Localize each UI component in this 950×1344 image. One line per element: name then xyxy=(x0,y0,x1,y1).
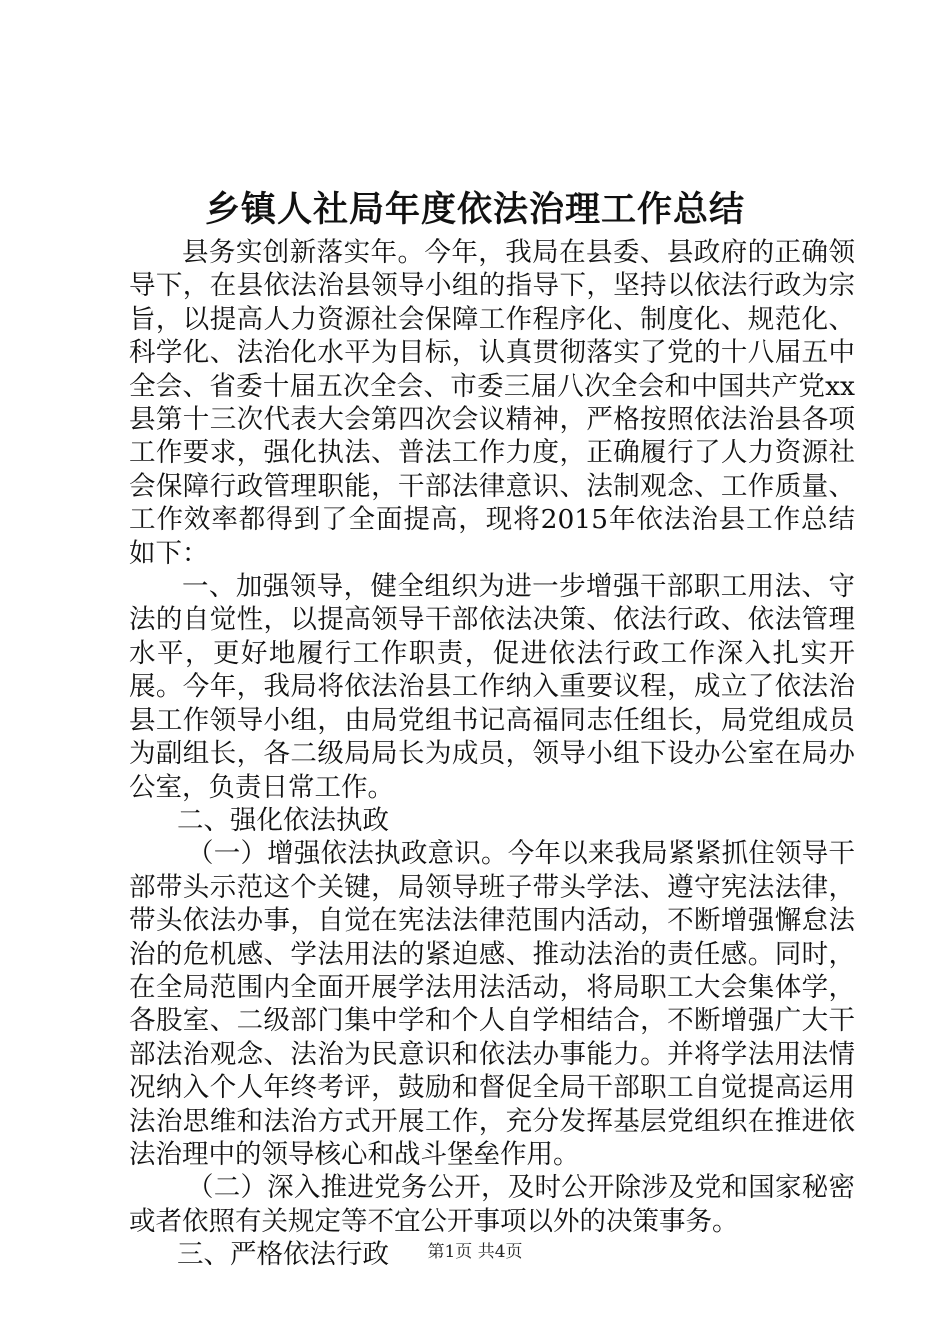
document-title: 乡镇人社局年度依法治理工作总结 xyxy=(204,189,745,230)
intro-paragraph: 县务实创新落实年。今年，我局在县委、县政府的正确领导下，在县依法治县领导小组的指导下，坚持以依法行政为宗旨，以提高人力资源社会保障工作程序化、制度化、规范化、科学化、法治化水平为目标，认真贯彻落实了党的十八届五中全会、省委十届五次全会、市委三届八次全会和中国共产党xx县第十三次代表大会第四次会议精神，严格按照依法治县各项工作要求，强化执法、普法工作力度，正确履行了人力资源社会保障行政管理职能，干部法律意识、法制观念、工作质量、工作效率都得到了全面提高，现将2015年依法治县工作总结如下： xyxy=(129,237,855,569)
section-one-paragraph: 一、加强领导，健全组织为进一步增强干部职工用法、守法的自觉性，以提高领导干部依法决策、依法行政、依法管理水平，更好地履行工作职责，促进依法行政工作深入扎实开展。今年，我局将依法治县工作纳入重要议程，成立了依法治县工作领导小组，由局党组书记高福同志任组长，局党组成员为副组长，各二级局局长为成员，领导小组下设办公室在局办公室，负责日常工作。 xyxy=(129,571,855,803)
section-three-heading: 三、严格依法行政 xyxy=(177,1239,389,1271)
subsection-one-paragraph: （一）增强依法执政意识。今年以来我局紧紧抓住领导干部带头示范这个关键，局领导班子带头学法、遵守宪法法律，带头依法办事，自觉在宪法法律范围内活动，不断增强懈怠法治的危机感、学法用法的紧迫感、推动法治的责任感。同时，在全局范围内全面开展学法用法活动，将局职工大会集体学，各股室、二级部门集中学和个人自学相结合，不断增强广大干部法治观念、法治为民意识和依法办事能力。并将学法用法情况纳入个人年终考评，鼓励和督促全局干部职工自觉提高运用法治思维和法治方式开展工作，充分发挥基层党组织在推进依法治理中的领导核心和战斗堡垒作用。 xyxy=(129,838,855,1170)
page-number-footer: 第1页 共4页 xyxy=(427,1242,523,1262)
subsection-two-paragraph: （二）深入推进党务公开，及时公开除涉及党和国家秘密或者依照有关规定等不宜公开事项以外的决策事务。 xyxy=(129,1172,855,1237)
section-two-heading: 二、强化依法执政 xyxy=(177,804,389,836)
document-body xyxy=(129,236,855,1272)
